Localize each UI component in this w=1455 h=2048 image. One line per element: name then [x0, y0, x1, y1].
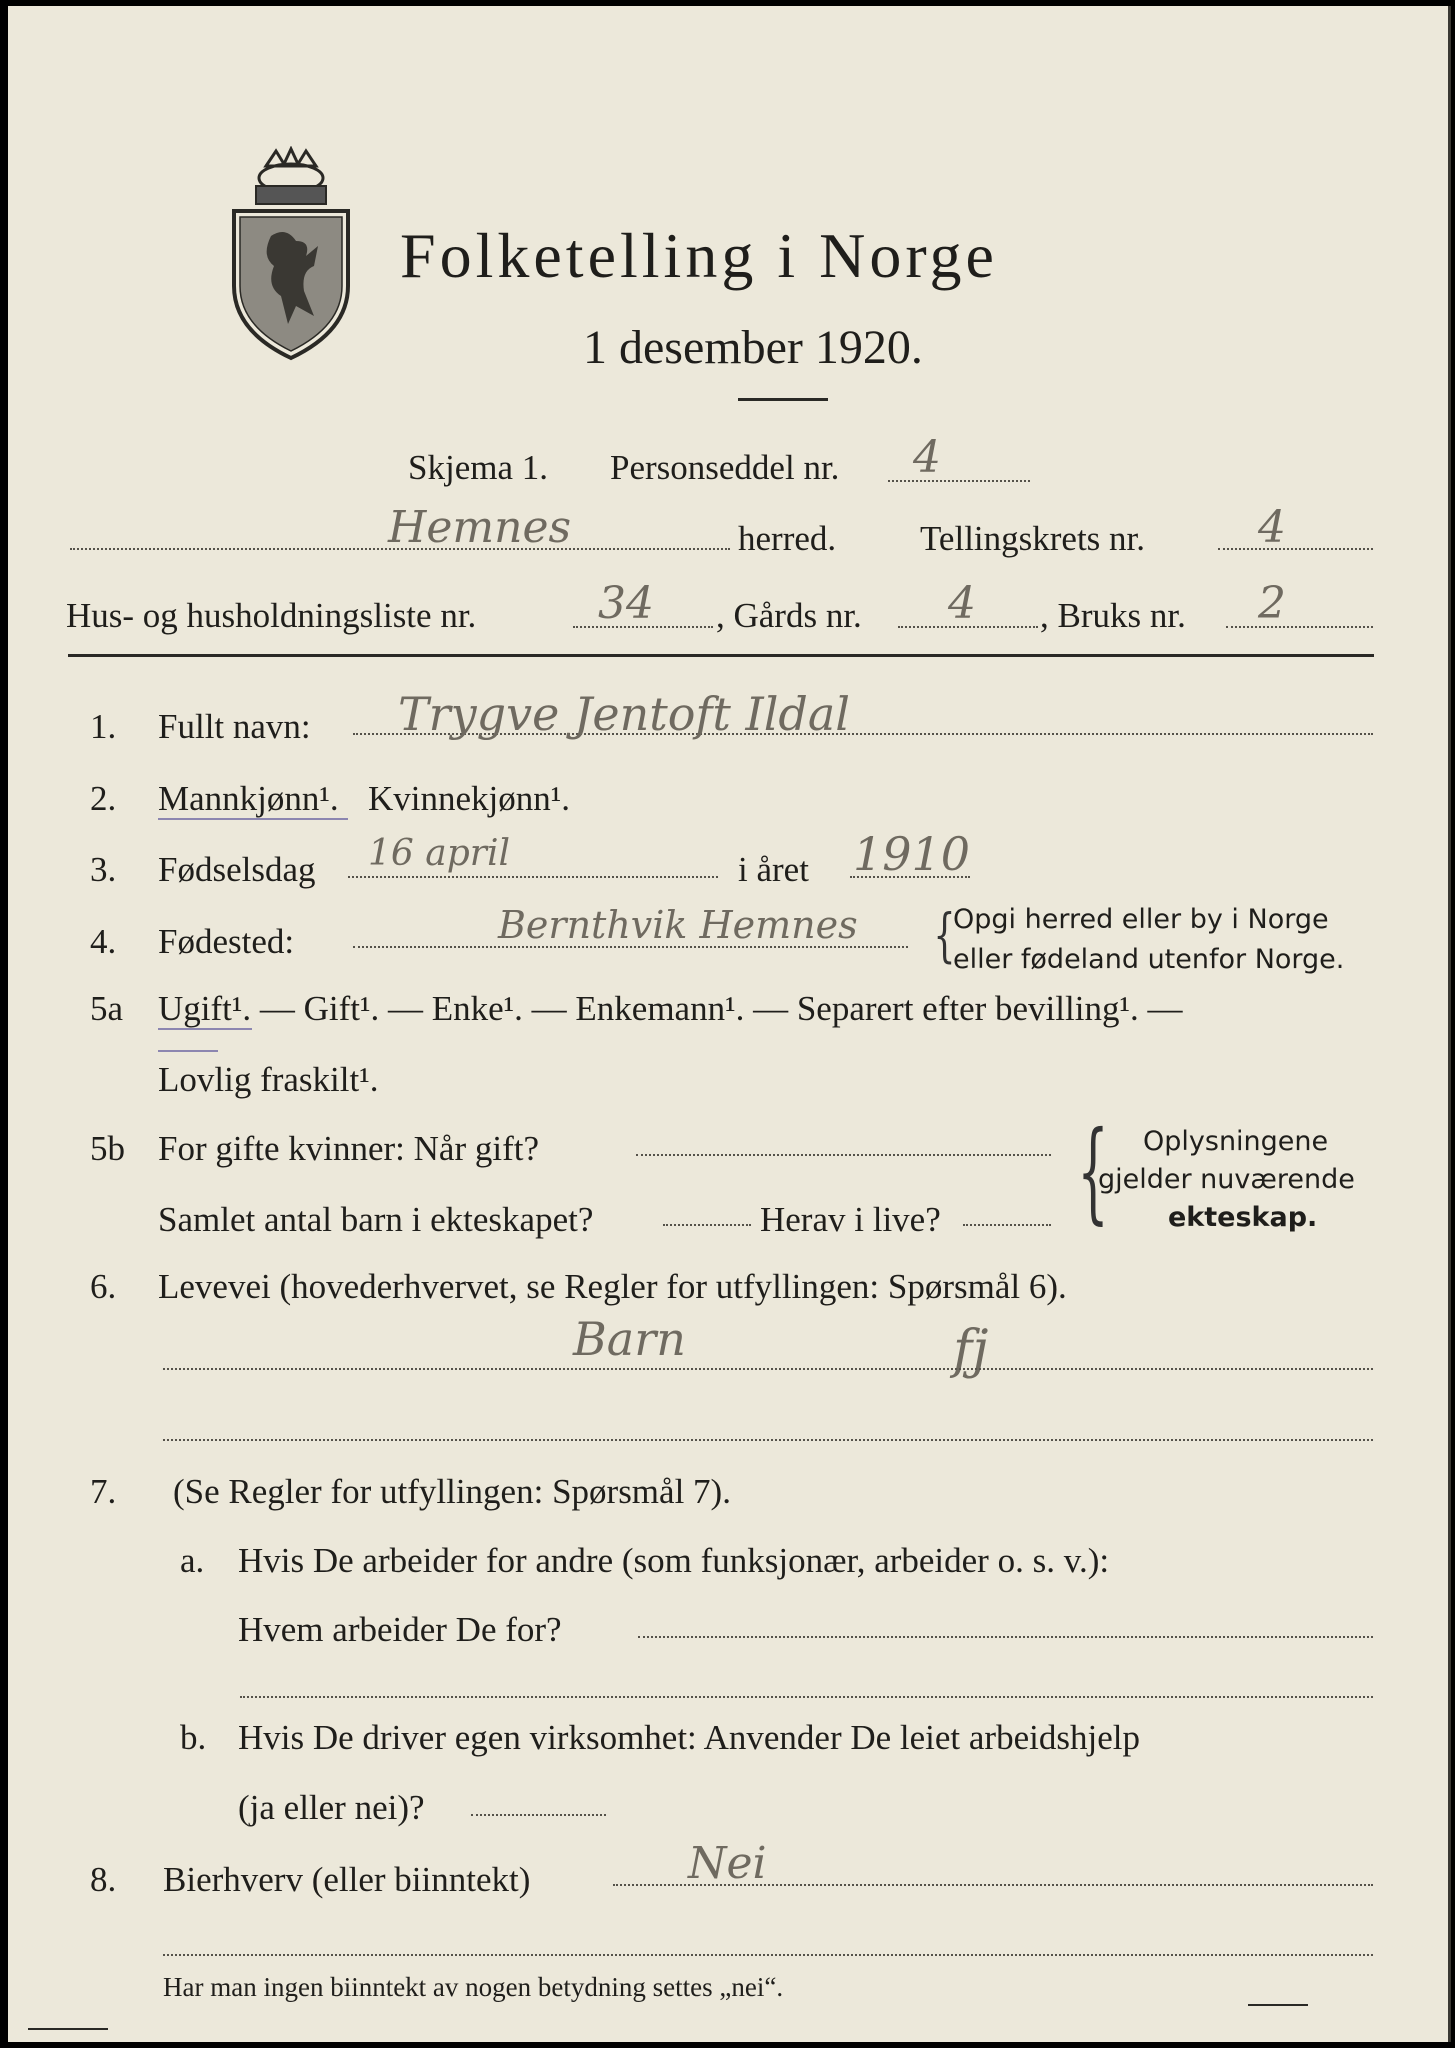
q8-value: Nei: [688, 1838, 767, 1889]
q7a-field-line-2: [240, 1696, 1373, 1698]
q4-label: Fødested:: [158, 922, 295, 961]
q6-value: Barn: [573, 1312, 686, 1366]
q7a-letter: a.: [180, 1541, 205, 1580]
form-title: Folketelling i Norge: [400, 220, 998, 291]
q4-note-line1: Opgi herred eller by i Norge: [953, 904, 1329, 935]
norwegian-coat-of-arms-icon: [226, 146, 356, 361]
q6-field-line-1: [163, 1368, 1373, 1370]
q7b-line1: Hvis De driver egen virksomhet: Anvender De leiet arbeidshjelp: [238, 1718, 1140, 1757]
bruks-value: 2: [1258, 578, 1286, 629]
gards-value: 4: [948, 578, 976, 629]
personseddel-label: Personseddel nr.: [610, 448, 840, 487]
q3-field-line: [348, 876, 718, 878]
q5b-note-line1: Oplysningene: [1143, 1126, 1329, 1157]
q3-number: 3.: [90, 850, 117, 889]
q3-label: Fødselsdag: [158, 850, 316, 889]
skjema-label: Skjema 1.: [408, 448, 548, 487]
q5b-number: 5b: [90, 1129, 125, 1168]
q5b-married-field-line: [636, 1154, 1051, 1156]
q7a-line2: Hvem arbeider De for?: [238, 1610, 562, 1649]
q3-year-value: 1910: [853, 827, 971, 881]
q5a-options: Ugift¹. — Gift¹. — Enke¹. — Enkemann¹. — Separert efter bevilling¹. —: [158, 989, 1183, 1028]
q7b-field-line: [471, 1814, 606, 1816]
q4-value: Bernthvik Hemnes: [498, 903, 858, 947]
q5a-number: 5a: [90, 989, 124, 1028]
q5b-note-brace: {: [1077, 1107, 1109, 1235]
q7a-line1: Hvis De arbeider for andre (som funksjonær, arbeider o. s. v.):: [238, 1541, 1110, 1580]
q7b-letter: b.: [180, 1718, 207, 1757]
herred-value: Hemnes: [388, 502, 572, 553]
q1-label: Fullt navn:: [158, 707, 311, 746]
q5b-children-label: Samlet antal barn i ekteskapet?: [158, 1200, 594, 1239]
q5b-married-label: For gifte kvinner: Når gift?: [158, 1129, 540, 1168]
bottom-left-mark: [28, 2028, 108, 2030]
q2-number: 2.: [90, 779, 117, 818]
q5a-ugift-underline: [158, 1028, 252, 1030]
q2-male-option: Mannkjønn¹.: [158, 779, 339, 818]
q5b-alive-label: Herav i live?: [760, 1200, 941, 1239]
tellingskrets-field-line: [1218, 548, 1373, 550]
bottom-right-mark: [1248, 2004, 1308, 2006]
q7a-field-line-1: [638, 1636, 1373, 1638]
q6-number: 6.: [90, 1267, 117, 1306]
footer-note: Har man ingen biinntekt av nogen betydning settes „nei“.: [163, 1972, 784, 2002]
q4-note-line2: eller fødeland utenfor Norge.: [953, 944, 1345, 975]
q5a-options-cont: Lovlig fraskilt¹.: [158, 1060, 379, 1099]
bruks-label: , Bruks nr.: [1040, 596, 1186, 635]
q7-number: 7.: [90, 1472, 117, 1511]
tellingskrets-label: Tellingskrets nr.: [920, 519, 1146, 558]
q4-note-brace: {: [933, 901, 956, 969]
tellingskrets-value: 4: [1258, 502, 1286, 553]
q5a-lovlig-underline: [158, 1050, 218, 1052]
q8-number: 8.: [90, 1860, 117, 1899]
q4-number: 4.: [90, 922, 117, 961]
q5b-note-line2: gjelder nuværende: [1098, 1164, 1355, 1195]
q2-male-underline: [158, 818, 348, 820]
q6-label: Levevei (hovederhvervet, se Regler for utfyllingen: Spørsmål 6).: [158, 1267, 1067, 1306]
q3-value: 16 april: [368, 833, 510, 874]
personseddel-value: 4: [913, 432, 941, 483]
q7b-line2: (ja eller nei)?: [238, 1788, 425, 1827]
q6-field-line-2: [163, 1439, 1373, 1441]
q5b-note-line3: ekteskap.: [1168, 1202, 1318, 1233]
q3-year-label: i året: [738, 850, 809, 889]
q7-label: (Se Regler for utfyllingen: Spørsmål 7).: [173, 1472, 731, 1511]
title-divider: [738, 398, 828, 401]
q1-value: Trygve Jentoft Ildal: [398, 687, 851, 741]
q8-label: Bierhverv (eller biinntekt): [163, 1860, 531, 1899]
herred-label: herred.: [738, 519, 837, 558]
q6-value-mark: fj: [953, 1320, 989, 1380]
husliste-value: 34: [598, 578, 654, 629]
husliste-label: Hus- og husholdningsliste nr.: [66, 596, 477, 635]
header-divider: [68, 654, 1374, 657]
q1-number: 1.: [90, 707, 117, 746]
census-form: [8, 6, 1451, 2042]
q5b-alive-field-line: [963, 1224, 1051, 1226]
q8-field-line-2: [163, 1954, 1373, 1956]
personseddel-field-line: [888, 480, 1030, 482]
q2-female-option: Kvinnekjønn¹.: [368, 779, 571, 818]
gards-label: , Gårds nr.: [716, 596, 862, 635]
census-date: 1 desember 1920.: [583, 321, 923, 374]
bruks-field-line: [1226, 626, 1373, 628]
q5b-children-field-line: [663, 1224, 751, 1226]
